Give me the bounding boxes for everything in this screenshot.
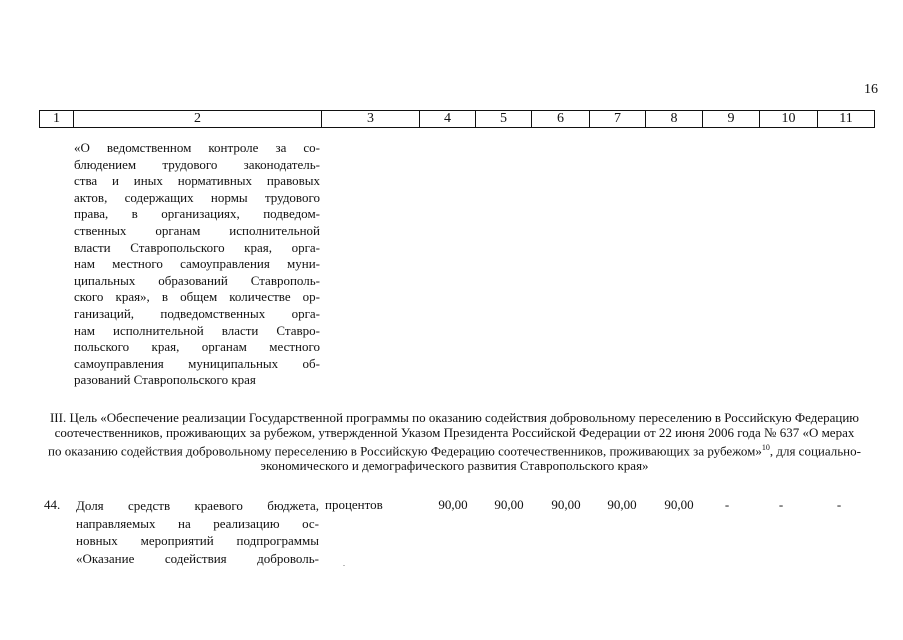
column-number: 11 [818,111,875,128]
column-number: 4 [420,111,476,128]
value-cell: - [778,497,784,512]
text-line: направляемых на реализацию ос- [76,515,319,531]
text-line: «Оказание содействия доброволь- [76,550,319,566]
value-cell: - [836,497,842,512]
column-number: 2 [74,111,322,128]
row-number: 44. [44,497,61,512]
value-cell: 90,00 [551,497,581,512]
column-number: 8 [646,111,703,128]
text-line: ского края», в общем количестве ор- [74,289,320,305]
value-cell: 90,00 [494,497,524,512]
value-cell: 90,00 [664,497,694,512]
section-heading-text-end: , для социально-экономического и демографического развития Ставропольского края» [260,443,861,474]
indicator-name [76,497,319,567]
column-number: 9 [703,111,760,128]
column-number: 7 [590,111,646,128]
text-line: польского края, органам местного [74,339,320,355]
text-line: нам исполнительной власти Ставро- [74,322,320,338]
table-row [0,497,903,577]
text-line: «О ведомственном контроле за со- [74,140,320,155]
text-line: Доля средств краевого бюджета, [76,498,319,513]
column-number: 1 [40,111,74,128]
text-line: ства и иных нормативных правовых [74,173,320,189]
unit-of-measure: процентов [325,497,383,512]
continued-indicator-text [74,140,320,389]
column-number: 10 [760,111,818,128]
value-cell: 90,00 [607,497,637,512]
text-line: ственных органам исполнительной [74,222,320,238]
text-line: власти Ставропольского края, орга- [74,239,320,255]
value-cell: 90,00 [438,497,468,512]
text-line: ганизаций, подведомственных орга- [74,305,320,321]
text-line: новных мероприятий подпрограммы [76,533,319,548]
section-heading [47,410,862,473]
text-line: права, в организациях, подведом- [74,206,320,222]
value-cell: - [724,497,730,512]
text-line: актов, содержащих нормы трудового [74,189,320,205]
text-line: самоуправления муниципальных об- [74,355,320,371]
text-line: нам местного самоуправления муни- [74,256,320,272]
scan-speck [343,565,345,566]
table-column-numbers [39,110,875,128]
column-number: 6 [532,111,590,128]
section-heading-text: III. Цель «Обеспечение реализации Государственной программы по оказанию содействия добровольному переселению в Российскую Федерацию соотечественников, проживающих за рубежом, утвержденной Указом Президента Российской Федерации от 22 июня 2006 года № 637 «О мерах по оказанию содействия добровольному переселению в Российскую Федерацию соотечественников, проживающих за рубежом» [48,410,860,459]
column-number: 3 [322,111,420,128]
footnote-marker: 10 [761,443,770,452]
column-number: 5 [476,111,532,128]
text-line: блюдением трудового законодатель- [74,156,320,172]
page-number: 16 [864,82,878,97]
text-line: ципальных образований Ставрополь- [74,272,320,288]
text-line: разований Ставропольского края [74,372,256,388]
